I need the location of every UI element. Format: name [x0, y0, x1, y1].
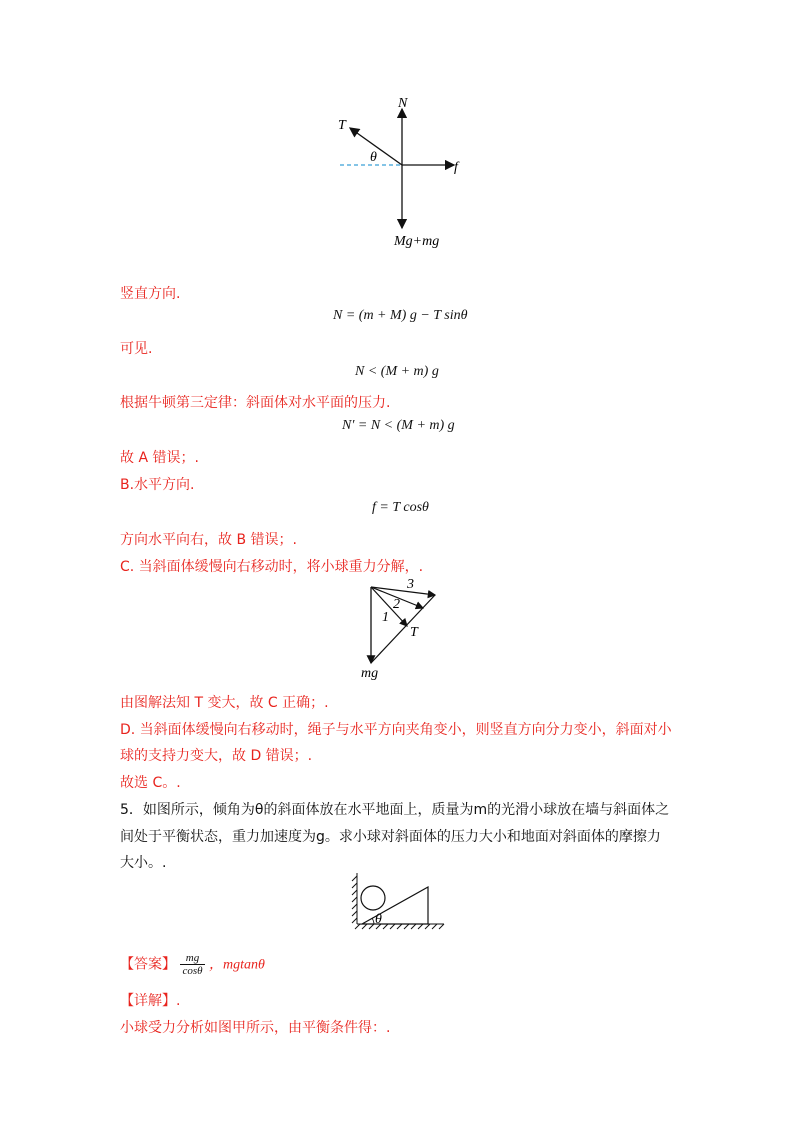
- vector-triangle-figure: [355, 575, 450, 680]
- fraction-numerator: mg: [180, 952, 204, 965]
- label-gravity: Mg+mg: [394, 234, 440, 249]
- label-1: 1: [382, 610, 389, 625]
- answer-row: [120, 952, 265, 977]
- text-b-wrong: 方向水平向右，故 B 错误；.: [120, 532, 297, 548]
- ball: [361, 886, 385, 910]
- label-3: 3: [407, 577, 414, 592]
- label-2: 2: [393, 597, 400, 612]
- equation-2: N < (M + m) g: [355, 364, 439, 379]
- label-theta: θ: [370, 150, 377, 165]
- fraction-denominator: cosθ: [182, 965, 203, 977]
- text-visible: 可见.: [120, 341, 153, 357]
- answer-fraction: [180, 952, 204, 977]
- text-d-line2: 球的支持力变大，故 D 错误；.: [120, 748, 313, 764]
- force-diagram-1: [330, 95, 470, 265]
- vector-support-line: [371, 595, 435, 663]
- label-theta-fig3: θ: [375, 912, 382, 927]
- label-T-fig2: T: [410, 625, 418, 640]
- angle-arc: [372, 918, 374, 924]
- detail-line: 小球受力分析如图甲所示，由平衡条件得：.: [120, 1020, 391, 1036]
- ball-incline-figure: [348, 868, 453, 938]
- text-newton-third-law: 根据牛顿第三定律：斜面体对水平面的压力.: [120, 395, 391, 411]
- equation-1: N = (m + M) g − T sinθ: [333, 308, 468, 323]
- text-b-horizontal: B.水平方向.: [120, 477, 195, 493]
- force-diagram-1-svg: [330, 95, 470, 265]
- question-5-line2: 间处于平衡状态，重力加速度为g。求小球对斜面体的压力大小和地面对斜面体的摩擦力: [120, 829, 661, 845]
- ball-incline-svg: [348, 868, 453, 938]
- label-mg-fig2: mg: [361, 666, 379, 680]
- label-N: N: [398, 96, 408, 111]
- answer-rest: ，mgtanθ: [208, 957, 265, 973]
- text-vertical-direction: 竖直方向.: [120, 286, 181, 302]
- label-T: T: [338, 118, 346, 133]
- equation-4: f = T cosθ: [372, 500, 429, 515]
- vector-triangle-svg: [355, 575, 450, 680]
- detail-tag: 【详解】.: [120, 993, 181, 1009]
- label-f: f: [454, 160, 458, 175]
- question-5-line1: 5．如图所示，倾角为θ的斜面体放在水平地面上，质量为m的光滑小球放在墙与斜面体之: [120, 802, 670, 818]
- text-c-decompose: C. 当斜面体缓慢向右移动时，将小球重力分解，.: [120, 559, 424, 575]
- text-d-line1: D. 当斜面体缓慢向右移动时，绳子与水平方向夹角变小，则竖直方向分力变小，斜面对小: [120, 722, 672, 738]
- ground-hatching: [355, 924, 444, 929]
- wall-hatching: [352, 873, 357, 924]
- vector-1: [371, 587, 407, 626]
- answer-tag: 【答案】: [120, 956, 176, 973]
- text-choose-c: 故选 C。.: [120, 775, 181, 791]
- question-5-line3: 大小。.: [120, 855, 167, 871]
- equation-3: N′ = N < (M + m) g: [342, 418, 455, 433]
- text-a-wrong: 故 A 错误；.: [120, 450, 199, 466]
- text-c-correct: 由图解法知 T 变大，故 C 正确；.: [120, 695, 329, 711]
